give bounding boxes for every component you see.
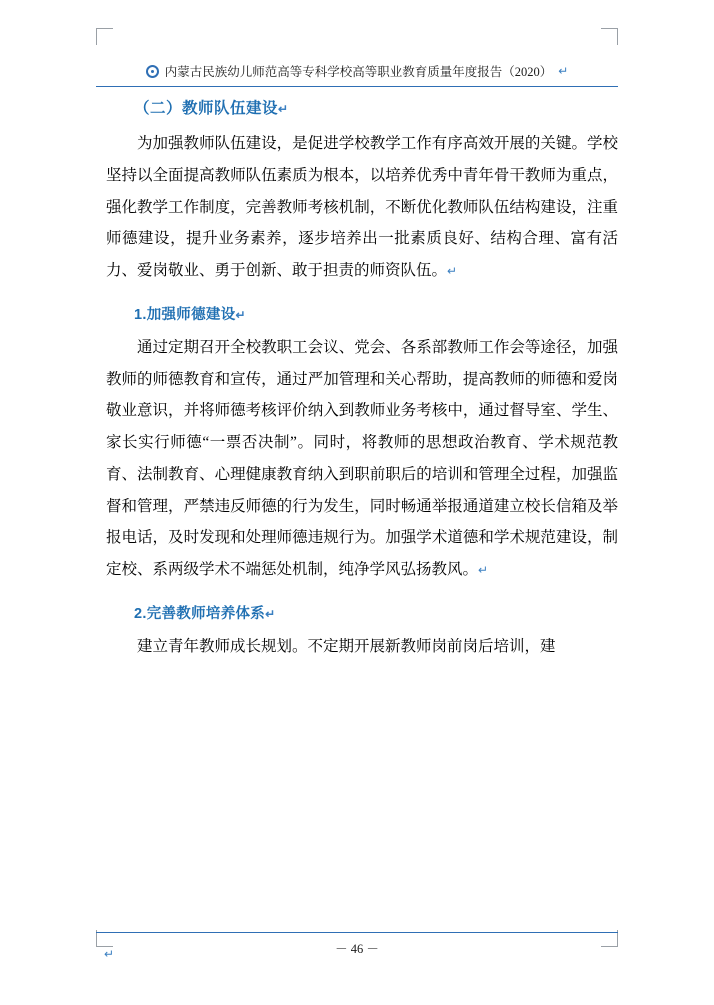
header-pilcrow: ↵ [558,63,569,78]
page-footer [96,939,618,957]
paragraph-teacher-ethics-pilcrow: ↵ [478,563,489,578]
section-heading-3-second-text: 2.完善教师培养体系 [134,605,266,622]
page-header [96,56,618,86]
footer-pilcrow: ↵ [104,947,115,961]
paragraph-teacher-ethics [106,332,618,586]
paragraph-training-system-text: 建立青年教师成长规划。不定期开展新教师岗前岗后培训，建 [137,637,556,655]
paragraph-intro-pilcrow: ↵ [447,264,458,279]
crop-mark-top-right [601,28,618,45]
section-heading-2 [134,96,618,118]
paragraph-training-system [106,631,618,663]
paragraph-intro [106,128,618,287]
section-heading-3-second [134,602,618,623]
paragraph-teacher-ethics-text: 通过定期召开全校教职工会议、党会、各系部教师工作会等途径，加强教师的师德教育和宣传，通过严加管理和关心帮助，提高教师的师德和爱岗敬业意识，并将师德考核评价纳入到教师业务考核中，通过督导室、学生、家长实行师德“一票否决制”。同时，将教师的思想政治教育、学术规范教育、法制教育、心理健康教育纳入到职前职后的培训和管理全过程，加强监督和管理，严禁违反师德的行为发生，同时畅通举报通道建立校长信箱及举报电话，及时发现和处理师德违规行为。加强学术道德和学术规范建设，制定校、系两级学术不端惩处机制，纯净学风弘扬教风。 [106,338,618,579]
section-heading-3-first [134,303,618,324]
section-heading-2-pilcrow: ↵ [278,102,289,116]
footer-divider [96,932,618,933]
document-body [106,92,618,925]
header-title: 内蒙古民族幼儿师范高等专科学校高等职业教育质量年度报告（2020） [164,65,553,79]
section-heading-2-text: （二）教师队伍建设 [134,100,279,117]
section-heading-3-first-text: 1.加强师德建设 [134,306,236,323]
header-divider [96,86,618,87]
page-number: － 46 － [335,942,379,956]
circle-emblem-icon [146,65,159,78]
crop-mark-top-left [96,28,113,45]
section-heading-3-first-pilcrow: ↵ [235,307,246,322]
paragraph-intro-text: 为加强教师队伍建设，是促进学校教学工作有序高效开展的关键。学校坚持以全面提高教师队伍素质为根本，以培养优秀中青年骨干教师为重点，强化教学工作制度，完善教师考核机制，不断优化教师队伍结构建设，注重师德建设，提升业务素养，逐步培养出一批素质良好、结构合理、富有活力、爱岗敬业、勇于创新、敢于担责的师资队伍。 [106,135,618,280]
section-heading-3-second-pilcrow: ↵ [265,606,276,621]
